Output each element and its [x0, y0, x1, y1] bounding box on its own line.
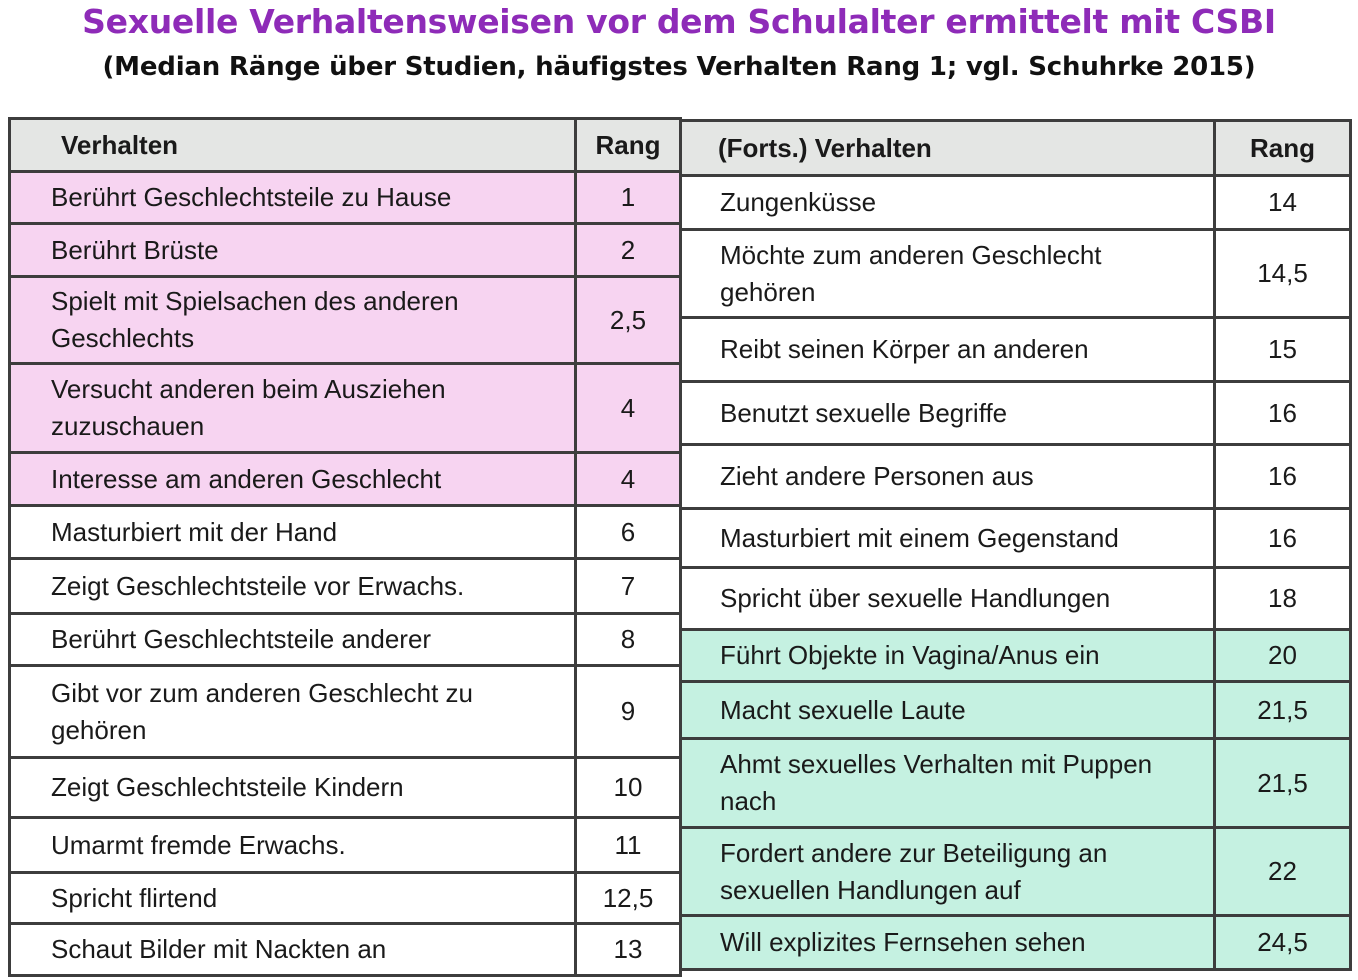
table-header-row — [681, 121, 1351, 176]
behavior-cell: Schaut Bilder mit Nackten an — [10, 924, 576, 976]
table-row — [10, 614, 681, 666]
behavior-cell: Masturbiert mit der Hand — [10, 506, 576, 559]
rank-cell: 15 — [1215, 318, 1351, 382]
table-row — [681, 568, 1351, 630]
rank-cell: 24,5 — [1215, 916, 1351, 970]
table-row — [681, 445, 1351, 509]
table-row — [681, 318, 1351, 382]
behavior-cell: Fordert andere zur Beteiligung an sexuellen Handlungen auf — [681, 828, 1215, 916]
rank-cell: 21,5 — [1215, 739, 1351, 828]
table-row — [681, 739, 1351, 828]
rank-cell: 20 — [1215, 630, 1351, 682]
table-row — [10, 506, 681, 559]
rank-cell: 4 — [576, 453, 681, 506]
behavior-cell: Gibt vor zum anderen Geschlecht zu gehören — [10, 666, 576, 758]
table-row — [681, 682, 1351, 739]
page-subtitle: (Median Ränge über Studien, häufigstes Verhalten Rang 1; vgl. Schuhrke 2015) — [102, 52, 1256, 82]
rank-cell: 11 — [576, 818, 681, 873]
rank-cell: 7 — [576, 559, 681, 614]
table-row — [681, 828, 1351, 916]
rank-cell: 14,5 — [1215, 230, 1351, 318]
rank-cell: 18 — [1215, 568, 1351, 630]
behavior-cell: Will explizites Fernsehen sehen — [681, 916, 1215, 970]
behavior-cell: Spielt mit Spielsachen des anderen Geschlechts — [10, 277, 576, 364]
rank-cell: 21,5 — [1215, 682, 1351, 739]
table-row — [10, 364, 681, 453]
column-header-rank: Rang — [576, 119, 681, 172]
table-row — [10, 873, 681, 924]
table-row — [10, 559, 681, 614]
table-row — [10, 924, 681, 976]
table-row — [10, 818, 681, 873]
rank-cell: 8 — [576, 614, 681, 666]
table-row — [10, 277, 681, 364]
table-row — [681, 230, 1351, 318]
behavior-cell: Berührt Geschlechtsteile zu Hause — [10, 172, 576, 224]
behavior-cell: Macht sexuelle Laute — [681, 682, 1215, 739]
rank-cell: 10 — [576, 758, 681, 818]
behavior-cell: Zeigt Geschlechtsteile Kindern — [10, 758, 576, 818]
rank-cell: 4 — [576, 364, 681, 453]
behavior-cell: Versucht anderen beim Ausziehen zuzuschauen — [10, 364, 576, 453]
rank-cell: 16 — [1215, 382, 1351, 445]
page-title: Sexuelle Verhaltensweisen vor dem Schulalter ermittelt mit CSBI — [82, 2, 1276, 41]
column-header-rank: Rang — [1215, 121, 1351, 176]
table-row — [681, 509, 1351, 568]
behavior-cell: Spricht flirtend — [10, 873, 576, 924]
table-row — [681, 916, 1351, 970]
behavior-cell: Interesse am anderen Geschlecht — [10, 453, 576, 506]
rank-cell: 2,5 — [576, 277, 681, 364]
rank-cell: 2 — [576, 224, 681, 277]
rank-cell: 1 — [576, 172, 681, 224]
rank-cell: 16 — [1215, 509, 1351, 568]
behavior-cell: Zeigt Geschlechtsteile vor Erwachs. — [10, 559, 576, 614]
table-row — [681, 630, 1351, 682]
table-row — [10, 758, 681, 818]
behavior-cell: Masturbiert mit einem Gegenstand — [681, 509, 1215, 568]
rank-cell: 12,5 — [576, 873, 681, 924]
behavior-rank-table-right — [679, 119, 1352, 971]
behavior-cell: Umarmt fremde Erwachs. — [10, 818, 576, 873]
behavior-cell: Führt Objekte in Vagina/Anus ein — [681, 630, 1215, 682]
behavior-cell: Berührt Geschlechtsteile anderer — [10, 614, 576, 666]
behavior-cell: Berührt Brüste — [10, 224, 576, 277]
table-row — [10, 666, 681, 758]
table-row — [10, 453, 681, 506]
table-row — [681, 176, 1351, 230]
behavior-cell: Zieht andere Personen aus — [681, 445, 1215, 509]
rank-cell: 16 — [1215, 445, 1351, 509]
table-row — [10, 172, 681, 224]
table-row — [681, 382, 1351, 445]
table-header-row — [10, 119, 681, 172]
rank-cell: 6 — [576, 506, 681, 559]
column-header-behavior: Verhalten — [10, 119, 576, 172]
behavior-cell: Spricht über sexuelle Handlungen — [681, 568, 1215, 630]
rank-cell: 9 — [576, 666, 681, 758]
rank-cell: 13 — [576, 924, 681, 976]
behavior-cell: Benutzt sexuelle Begriffe — [681, 382, 1215, 445]
behavior-cell: Ahmt sexuelles Verhalten mit Puppen nach — [681, 739, 1215, 828]
behavior-cell: Reibt seinen Körper an anderen — [681, 318, 1215, 382]
behavior-cell: Zungenküsse — [681, 176, 1215, 230]
behavior-rank-table-left — [8, 117, 682, 977]
rank-cell: 22 — [1215, 828, 1351, 916]
column-header-behavior: (Forts.) Verhalten — [681, 121, 1215, 176]
table-row — [10, 224, 681, 277]
rank-cell: 14 — [1215, 176, 1351, 230]
behavior-cell: Möchte zum anderen Geschlecht gehören — [681, 230, 1215, 318]
